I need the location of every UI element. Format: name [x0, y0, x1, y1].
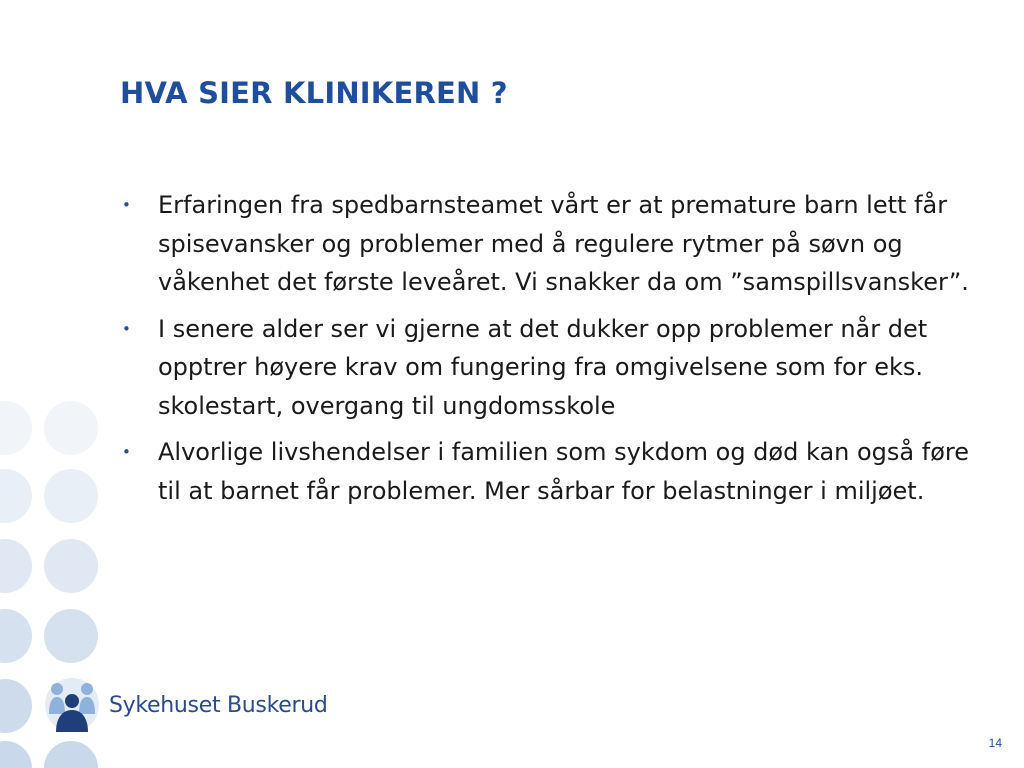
logo-text: Sykehuset Buskerud — [109, 692, 328, 718]
decor-dot — [0, 609, 32, 663]
page-number: 14 — [988, 736, 1002, 750]
hospital-logo — [44, 676, 328, 734]
slide-title: HVA SIER KLINIKEREN ? — [120, 76, 508, 110]
decor-dot — [44, 469, 98, 523]
bullet-item — [120, 433, 970, 510]
decor-dot — [0, 679, 32, 733]
family-figures-icon — [44, 676, 100, 734]
bullet-item — [120, 186, 970, 302]
bullet-marker: • — [122, 319, 131, 338]
bullet-text: I senere alder ser vi gjerne at det dukker opp problemer når det opptrer høyere krav om fungering fra omgivelsene som for eks. skolestart, overgang til ungdomsskole — [158, 314, 928, 420]
decor-dot — [44, 401, 98, 455]
bullet-marker: • — [122, 443, 131, 461]
decor-dot — [0, 401, 32, 455]
bullet-marker: • — [122, 196, 131, 214]
decor-dot — [0, 539, 32, 593]
bullet-text: Erfaringen fra spedbarnsteamet vårt er at premature barn lett får spisevansker og problemer med å regulere rytmer på søvn og våkenhet det første leveåret. Vi snakker da om ”samspillsvansker”. — [158, 191, 969, 296]
bullet-text: Alvorlige livshendelser i familien som sykdom og død kan også føre til at barnet får problemer. Mer sårbar for belastninger i miljøet. — [158, 438, 969, 505]
decor-dot — [44, 609, 98, 663]
decor-dot — [44, 741, 98, 768]
decor-dot — [0, 741, 32, 768]
decorative-dot-pattern — [0, 0, 120, 768]
bullet-list — [120, 186, 970, 518]
decor-dot — [0, 469, 32, 523]
bullet-item — [120, 310, 970, 426]
decor-dot — [44, 539, 98, 593]
